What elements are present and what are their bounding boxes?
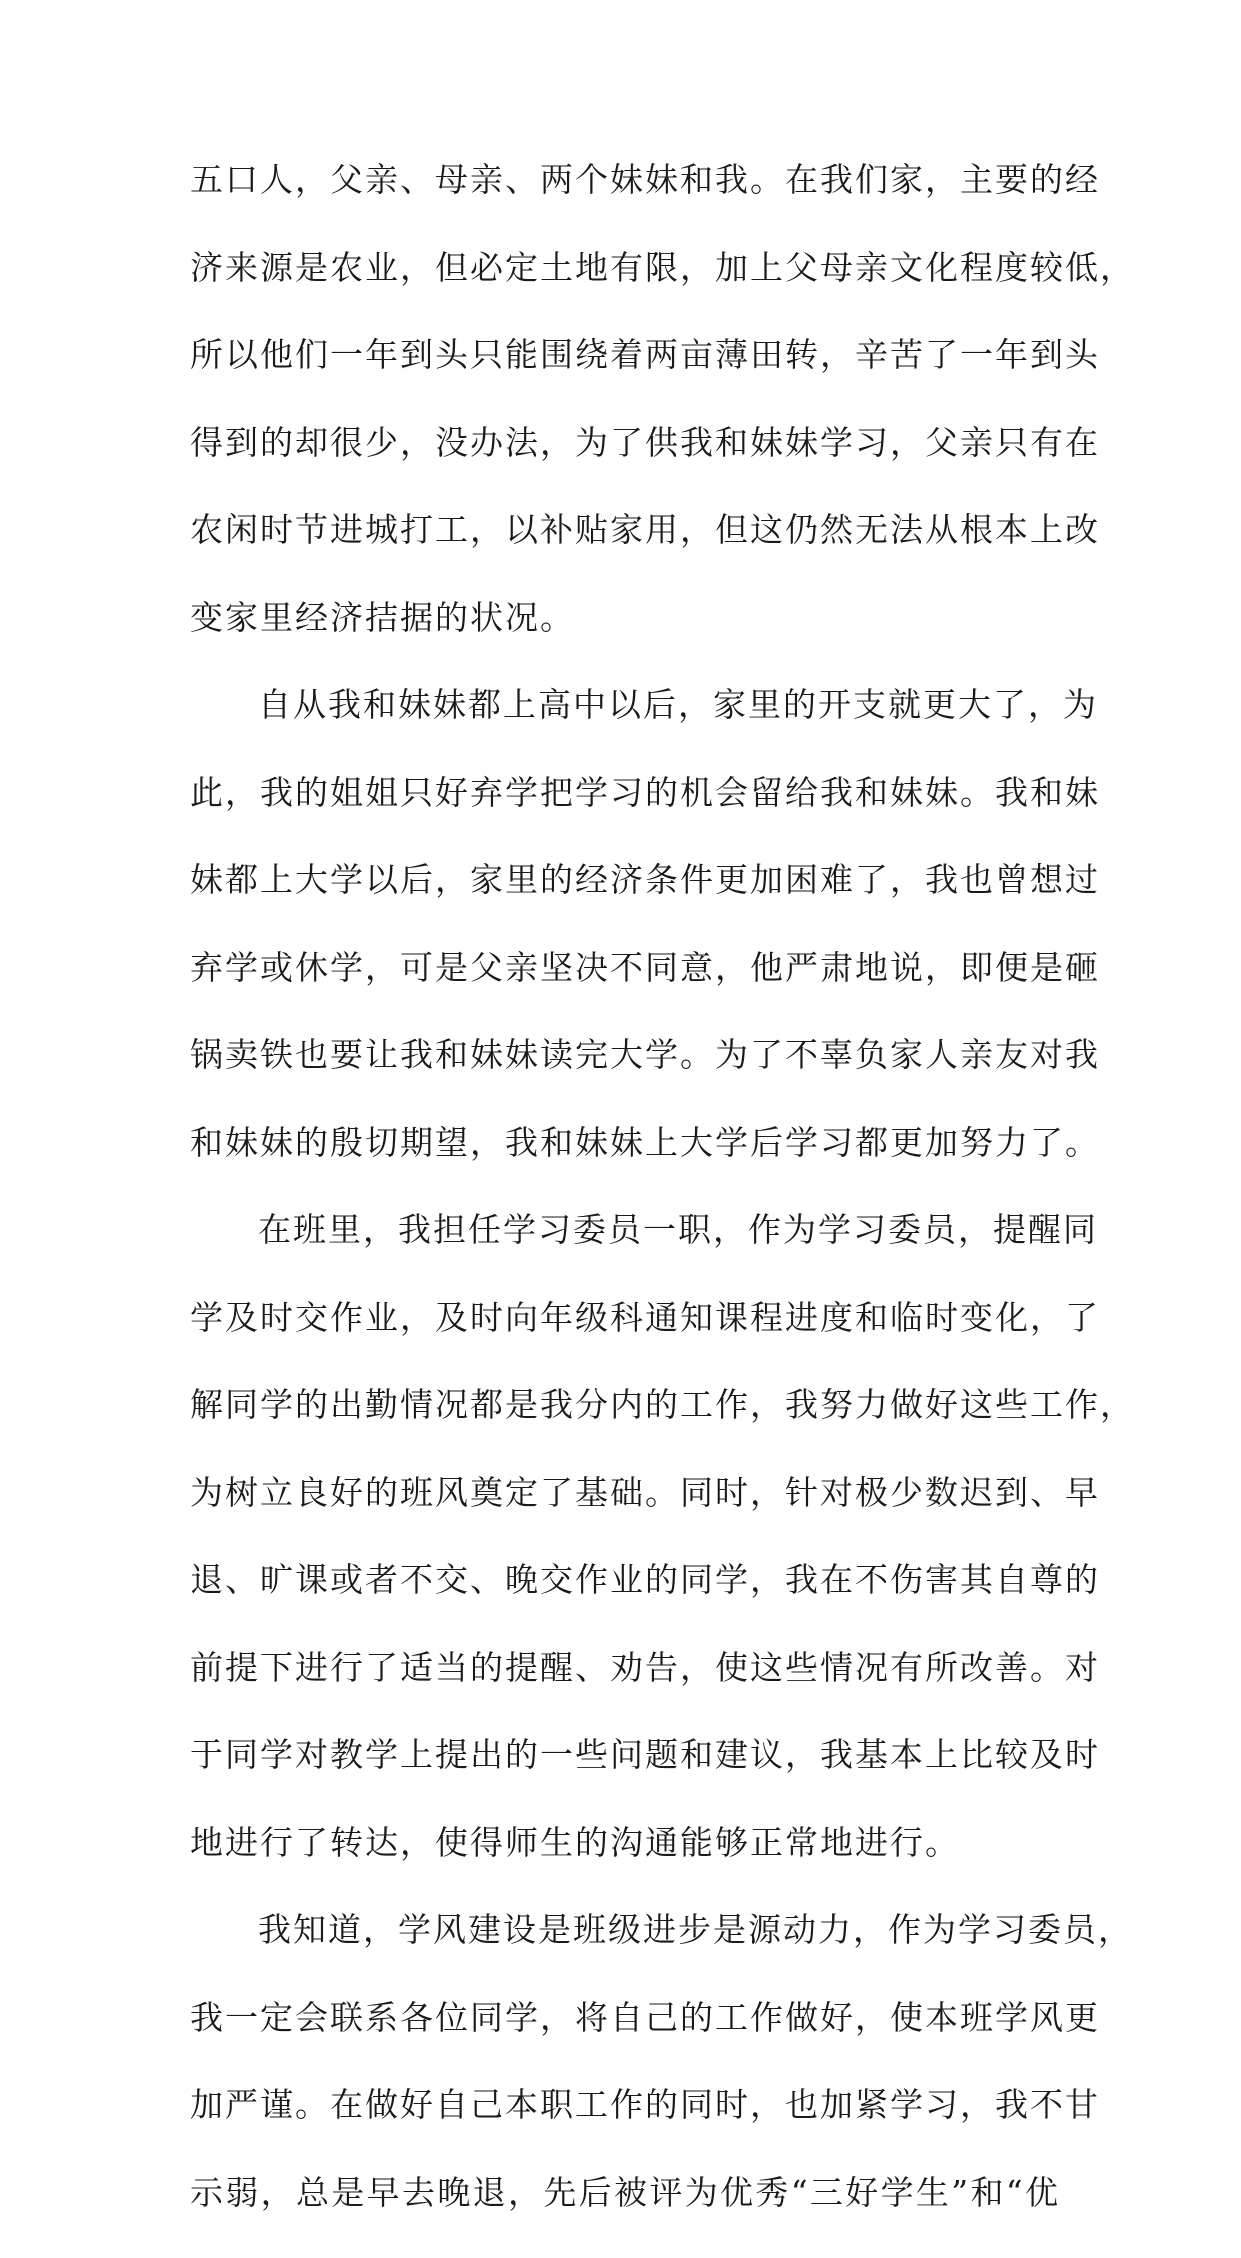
text-line: 为树立良好的班风奠定了基础。同时，针对极少数迟到、早 [190,1472,1100,1512]
text-line: 济来源是农业，但必定土地有限，加上父母亲文化程度较低， [190,247,1135,287]
text-line: 和妹妹的殷切期望，我和妹妹上大学后学习都更加努力了。 [190,1122,1100,1162]
text-line: 退、旷课或者不交、晚交作业的同学，我在不伤害其自尊的 [190,1560,1100,1599]
text-line: 前提下进行了适当的提醒、劝告，使这些情况有所改善。对 [190,1647,1100,1687]
text-line: 我一定会联系各位同学，将自己的工作做好，使本班学风更 [190,1997,1100,2037]
text-line: 地进行了转达，使得师生的沟通能够正常地进行。 [190,1822,960,1862]
text-line: 五口人，父亲、母亲、两个妹妹和我。在我们家，主要的经 [190,160,1100,199]
text-line: 此，我的姐姐只好弃学把学习的机会留给我和妹妹。我和妹 [190,772,1100,812]
text-line: 弃学或休学，可是父亲坚决不同意，他严肃地说，即便是砸 [190,947,1100,987]
text-line: 我知道，学风建设是班级进步是源动力，作为学习委员， [258,1910,1133,1949]
text-line: 得到的却很少，没办法，为了供我和妹妹学习，父亲只有在 [190,422,1100,462]
document-body [190,158,1135,2258]
text-line: 解同学的出勤情况都是我分内的工作，我努力做好这些工作， [190,1385,1135,1424]
text-line: 加严谨。在做好自己本职工作的同时，也加紧学习，我不甘 [190,2085,1100,2124]
text-line: 妹都上大学以后，家里的经济条件更加困难了，我也曾想过 [190,860,1100,899]
text-line: 变家里经济拮据的状况。 [190,597,575,637]
text-line: 于同学对教学上提出的一些问题和建议，我基本上比较及时 [190,1735,1100,1774]
text-line: 农闲时节进城打工，以补贴家用，但这仍然无法从根本上改 [190,510,1100,549]
text-line: 所以他们一年到头只能围绕着两亩薄田转，辛苦了一年到头 [190,335,1100,374]
text-line: 在班里，我担任学习委员一职，作为学习委员，提醒同 [258,1210,1098,1249]
text-line: 自从我和妹妹都上高中以后，家里的开支就更大了，为 [258,685,1098,724]
text-line: 示弱，总是早去晚退，先后被评为优秀“三好学生”和“优 [190,2172,1060,2212]
text-line: 锅卖铁也要让我和妹妹读完大学。为了不辜负家人亲友对我 [190,1035,1100,1074]
text-line: 学及时交作业，及时向年级科通知课程进度和临时变化，了 [190,1297,1100,1337]
